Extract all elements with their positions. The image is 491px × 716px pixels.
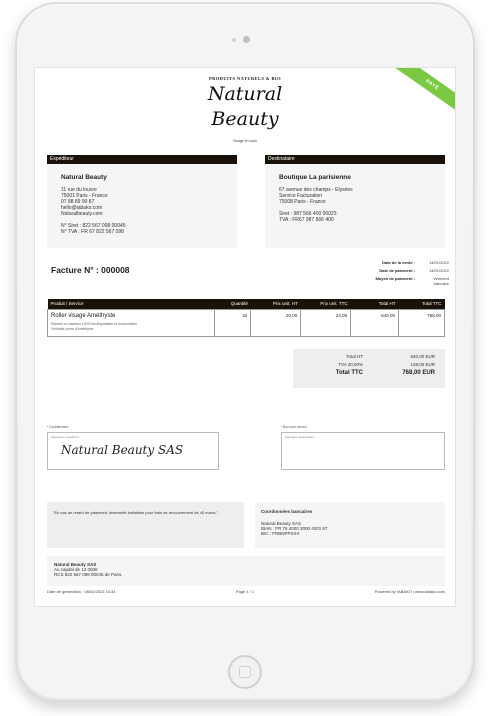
payment-method-value: Virement bancaire: [433, 276, 449, 286]
recipient-box: [265, 164, 445, 248]
company-rcs: RCS 822 567 098 00045 de Paris.: [54, 572, 123, 577]
bank-details: [255, 502, 445, 548]
brand-logo: [35, 85, 455, 129]
sender-signature: Natural Beauty SAS: [61, 443, 184, 457]
sender-website: Naturalbeauty.com: [61, 211, 103, 217]
late-payment-note: "En cas de retard de paiement, indemnité forfaitaire pour frais de recouvrement de 40 euros.": [47, 502, 244, 548]
camera-icon: [243, 36, 250, 43]
brand-tagline: PRODUITS NATURELS & BIO: [208, 76, 281, 81]
cell-unit-ttc: 24,00: [301, 309, 351, 336]
product-desc: Manche en bambou 100% biodégradable et compostable: [51, 321, 137, 326]
cell-total-ht: 640,00: [351, 309, 399, 336]
payment-method-label: Moyen de paiement :: [375, 276, 415, 281]
recipient-signature-label: Signature destinataire :: [285, 435, 316, 439]
bank-title: Coordonnées bancaires: [261, 509, 313, 514]
product-name: Roller visage Améthyste: [51, 312, 116, 319]
col-total-ttc: Total TTC: [399, 299, 445, 309]
table-row: [48, 309, 445, 336]
recipient-address-line: 67 avenue des champs - Elysées: [279, 187, 353, 193]
sender-address-line: 11 rue du louvre: [61, 187, 97, 193]
bank-bic: BIC : FRBNPPXXX: [261, 531, 300, 536]
sender-address-line: 75001 Paris - France: [61, 193, 108, 199]
sender-box: [47, 164, 237, 248]
sale-date-label: Date de la vente :: [382, 260, 415, 265]
payment-date-value: 14/01/2022: [428, 268, 449, 273]
cell-product: [48, 309, 215, 336]
invoice-dates: [343, 260, 449, 289]
payment-date-label: Date de paiement :: [379, 268, 415, 273]
document-footer: [47, 589, 445, 594]
col-unit-ttc: Prix unit. TTC: [301, 299, 351, 309]
invoice-document: [34, 67, 456, 607]
tva-value: 128,00 EUR: [410, 362, 435, 367]
sender-signature-box: [47, 432, 219, 470]
sender-siret: N° Siret : 822 567 098 00045: [61, 223, 126, 229]
total-ttc-label: Total TTC: [335, 370, 363, 376]
cell-quantity: 32: [215, 309, 251, 336]
company-name: Natural Beauty SAS: [54, 562, 97, 567]
recipient-siret: Siret : 987 566 400 00023: [279, 211, 337, 217]
sender-email: hello@iabako.com: [61, 205, 103, 211]
recipient-heading: Destinataire: [265, 155, 445, 164]
recipient-tva: TVA : FR67 987 566 400: [279, 217, 334, 223]
recipient-address-line: Service Facturation: [279, 193, 323, 199]
total-ht-value: 640,00 EUR: [410, 354, 435, 359]
generation-date: Date de génération : 08/02/2022 15:34: [47, 589, 116, 594]
sender-name: Natural Beauty: [61, 174, 107, 181]
logo-line-1: Natural: [207, 83, 283, 105]
sender-heading: Expéditeur: [47, 155, 237, 164]
col-unit-ht: Prix unit. HT: [251, 299, 301, 309]
total-ht-label: Total HT: [346, 354, 363, 359]
sender-signature-label: Signature expéditeur :: [51, 435, 81, 439]
sender-tva: N° TVA : FR 67 822 567 098: [61, 229, 124, 235]
col-product: Produit / Service: [48, 299, 215, 309]
invoice-title: Facture N° : 000008: [51, 265, 130, 275]
paid-ribbon: PAYÉ: [391, 67, 456, 117]
sender-phone: 07 88 89 90 87: [61, 199, 95, 205]
items-table: [47, 299, 445, 337]
col-quantity: Quantité: [215, 299, 251, 309]
logo-subtitle: Visage et corps: [232, 139, 258, 143]
total-ttc-value: 768,00 EUR: [402, 370, 435, 376]
powered-by-link[interactable]: Powered by IABAKO | www.iabako.com: [374, 589, 445, 594]
sensor-dot: [232, 38, 236, 42]
table-header-row: [48, 299, 445, 309]
tva-label: TVA 20,00%: [338, 362, 363, 367]
page-number: Page 1 / 1: [235, 589, 255, 594]
cell-total-ttc: 768,00: [399, 309, 445, 336]
sale-date-value: 14/01/2022: [428, 260, 449, 265]
col-total-ht: Total HT: [351, 299, 399, 309]
product-desc: Véritable pierre d'Améthyste: [51, 326, 94, 331]
bank-name: Natural Beauty SAS: [261, 521, 302, 526]
bank-iban: IBAN : FR 76 4000 3000 4001 67: [261, 526, 328, 531]
logo-line-2: Beauty: [211, 108, 279, 130]
recipient-name: Boutique La parisienne: [279, 174, 351, 181]
left-signature-caption: * Cordialement,: [47, 425, 69, 429]
company-info: [47, 556, 445, 586]
company-capital: Au capital de 12 000€: [54, 567, 98, 572]
cell-unit-ht: 20,00: [251, 309, 301, 336]
recipient-address-line: 75008 Paris - France: [279, 199, 326, 205]
home-square-icon: [239, 666, 251, 678]
right-signature-caption: * Bon pour accord: [281, 425, 307, 429]
totals-box: [293, 349, 445, 388]
recipient-signature-box[interactable]: [281, 432, 445, 470]
